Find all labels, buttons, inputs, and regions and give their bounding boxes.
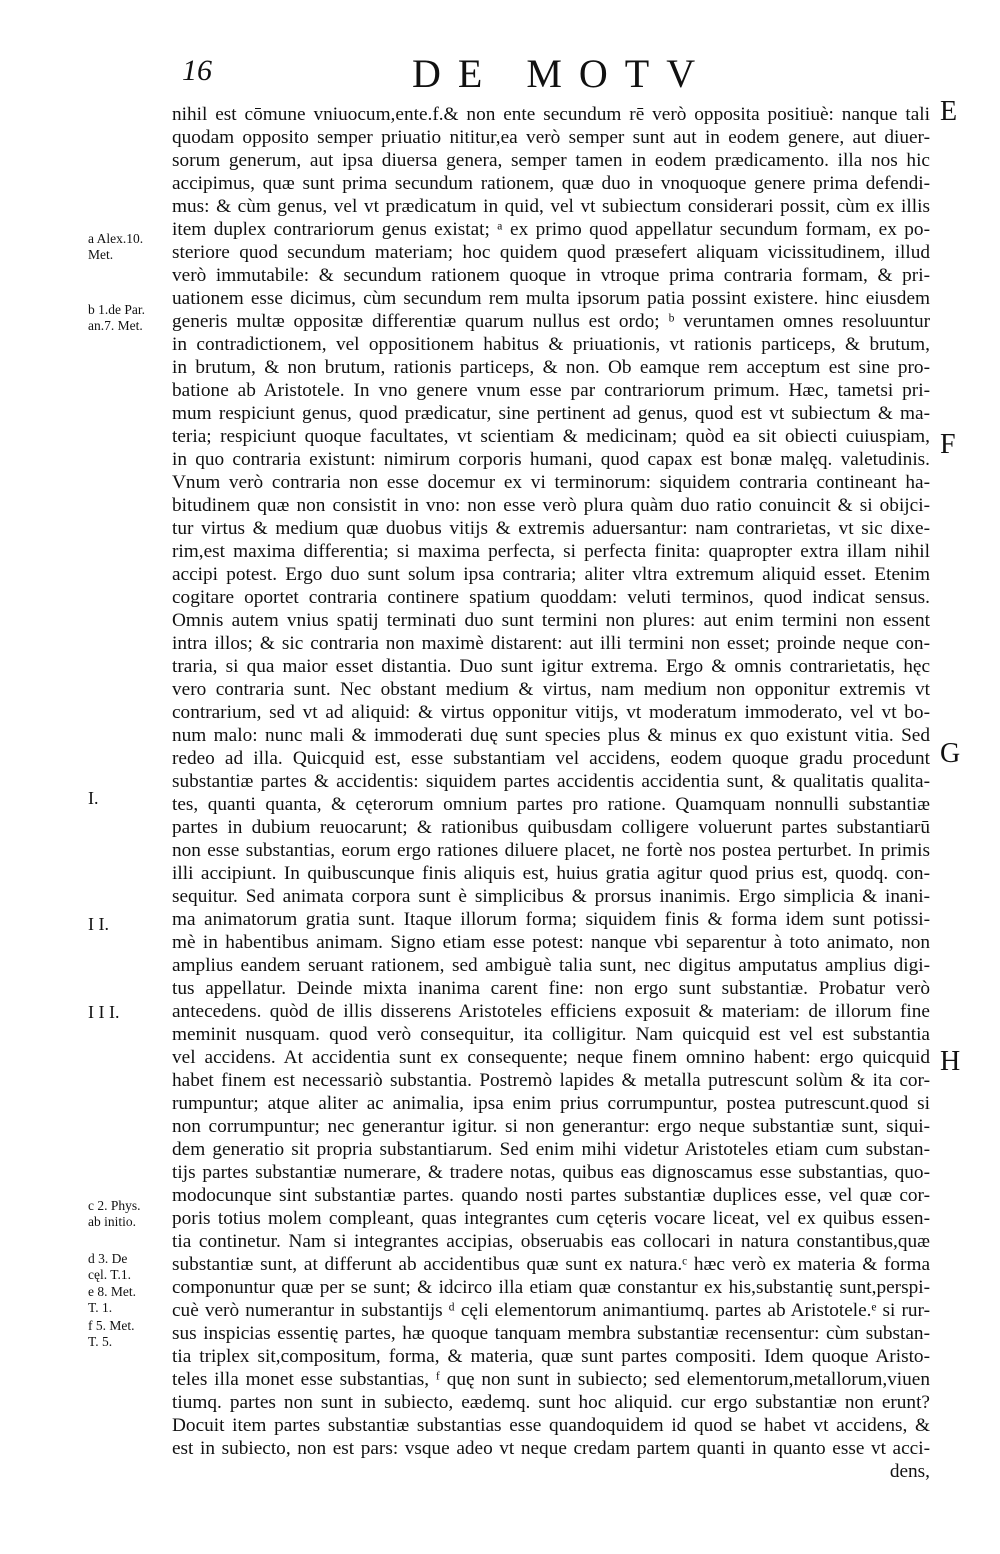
text-line: Docuit item partes substantiæ substantias esse quandoquidem id quod se habet vt accidens, & — [172, 1415, 930, 1436]
text-line: modocunque sint substantiæ partes. quando nosti partes substantiæ duplices esse, vel quæ cor- — [172, 1185, 930, 1206]
marginal-note: a Alex.10. Met. — [88, 231, 144, 262]
text-line: poris totius molem compleant, quas integrantes cum cęteris vocare liceat, vel ex quibus essen- — [172, 1208, 930, 1229]
text-line: quodam opposito semper priuatio nititur,ea verò semper sunt aut in eodem genere, aut diuer- — [172, 127, 930, 148]
argument-number: I I. — [88, 914, 109, 934]
text-line: tia continetur. Nam si integrantes accipias, obseruabis eas collocari in natura constantibus,quæ — [172, 1231, 930, 1252]
text-line: meminit nusquam. quod verò consequitur, ita colligitur. Nam quicquid est vel est substantia — [172, 1024, 930, 1045]
text-line: est in subiecto, non est pars: vsque adeo vt neque credam partem quanti in quanto esse vt acci- — [172, 1438, 930, 1459]
marginal-note: f 5. Met. T. 5. — [88, 1318, 135, 1349]
text-line: bitudinem quæ non consistit in vno: non esse verò plura quàm duo ratio conuincit & si obijci- — [172, 495, 930, 516]
main-text-column — [172, 103, 930, 1483]
text-line: item duplex contrariorum genus existat; ᵃ ex primo quod appellatur secundum formam, ex po- — [172, 219, 930, 240]
text-line: vel accidens. At accidentia sunt ex consequente; neque finem omnino habent: ergo quicquid — [172, 1047, 930, 1068]
text-line: habet finem est necessariò substantia. Postremò lapides & metalla putrescunt solùm & ita cor- — [172, 1070, 930, 1091]
running-header — [0, 46, 1000, 96]
marginal-note: b 1.de Par. an.7. Met. — [88, 302, 145, 333]
text-line: tiumq. partes non sunt in subiecto, eædemq. sunt hoc aliquid. cur ergo substantiæ non erunt? — [172, 1392, 930, 1413]
marginal-note: d 3. De cęl. T.1. — [88, 1251, 131, 1282]
text-line: in quo contraria existunt: nimirum corporis humani, quod capax est bonæ malęq. valetudinis. — [172, 449, 930, 470]
section-letter: E — [940, 96, 958, 127]
text-line: intra illos; & sic contraria non maximè distarent: aut illi termini non esset; proinde neque con- — [172, 633, 930, 654]
text-line: substantiæ partes & accidentis: siquidem partes accidentis accidentia sunt, & qualitatis qualita- — [172, 771, 930, 792]
text-line: cuè verò numerantur in substantijs ᵈ cęli elementorum animantiumq. partes ab Aristotele.ᵉ si rur- — [172, 1300, 930, 1321]
text-line: batione ab Aristotele. In vno genere vnum esse par contrariorum primum. Hæc, tametsi pri- — [172, 380, 930, 401]
text-line: num malo: nunc mali & immoderati duę sunt species plus & minus ex quo existunt vitia. Sed — [172, 725, 930, 746]
text-line: tus appellatur. Deinde mixta inanima carent fine: non ergo sunt substantiæ. Probatur verò — [172, 978, 930, 999]
text-line: rim,est maxima differentia; si maxima perfecta, si perfecta finita: quapropter extra illam nihil — [172, 541, 930, 562]
text-line: traria, si qua maior esset distantia. Duo sunt igitur extrema. Ergo & omnis contrarietatis, hęc — [172, 656, 930, 677]
text-line: partes in dubium reuocarunt; & rationibus quibusdam colligere voluerunt partes substantiarū — [172, 817, 930, 838]
section-letter: F — [940, 429, 956, 460]
text-line: sorum generum, aut ipsa diuersa genera, semper tamen in eodem prædicamento. illa nos hic — [172, 150, 930, 171]
section-letter: H — [940, 1046, 961, 1077]
text-line: teles illa monet esse substantias, ᶠ quę non sunt in subiecto; sed elementorum,metallorum,viuen — [172, 1369, 930, 1390]
text-line: accipimus, quæ sunt prima secundum rationem, quæ duo in vnoquoque genere prima defendi- — [172, 173, 930, 194]
text-line: rumpuntur; atque aliter ac animalia, ipsa enim prius corrumpuntur, postea putrescunt.quod si — [172, 1093, 930, 1114]
text-line: steriore quod secundum materiam; hoc quidem quod præsefert aliquam vicissitudinem, illud — [172, 242, 930, 263]
text-line: antecedens. quòd de illis disserens Aristoteles efficiens exposuit & materiam: de illorum fine — [172, 1001, 930, 1022]
text-line: redeo ad illa. Quicquid est, esse substantiam vel accidens, eodem quoque gradu procedunt — [172, 748, 930, 769]
text-line: in brutum, & non brutum, rationis particeps, & non. Ob eamque rem acceptum est sine pro- — [172, 357, 930, 378]
text-line: componuntur quæ per se sunt; & idcirco illa etiam quæ constantur ex his,substantię sunt,perspi- — [172, 1277, 930, 1298]
text-line: tur virtus & medium quæ duobus vitijs & extremis aduersantur: nam contrarietas, vt sic dixe- — [172, 518, 930, 539]
text-line: tes, quanti quanta, & cęterorum omnium partes pro ratione. Quamquam nonnulli substantiæ — [172, 794, 930, 815]
section-letter: G — [940, 738, 961, 769]
text-line: sus inspicias essentię partes, hæ quoque tanquam membra substantiæ recensentur: cùm substan- — [172, 1323, 930, 1344]
argument-number: I. — [88, 788, 99, 808]
text-line: accipi potest. Ergo duo sunt solum ipsa contraria; aliter vltra extremum aliquid esset. Etenim — [172, 564, 930, 585]
text-line: verò immutabile: & secundum rationem quoque in vtroque prima contraria formam, & pri- — [172, 265, 930, 286]
argument-number: I I I. — [88, 1002, 120, 1022]
text-line: sequitur. Sed animata corpora sunt è simplicibus & prorsus inanimis. Ergo simplicia & inani- — [172, 886, 930, 907]
text-line: nihil est cōmune vniuocum,ente.f.& non ente secundum rē verò opposita positiuè: nanque tali — [172, 104, 930, 125]
text-line: tia triplex sit,compositum, forma, & materia, quæ sunt partes compositi. Idem quoque Aristo- — [172, 1346, 930, 1367]
running-title: DE MOTV — [412, 51, 713, 96]
text-line: mè in habentibus animam. Signo etiam esse potest: nanque vbi separentur à toto animato, non — [172, 932, 930, 953]
text-line: in contradictionem, vel oppositionem habitus & priuationis, vt rationis particeps, & brutum, — [172, 334, 930, 355]
text-line: teria; respiciunt quoque facultates, vt scientiam & medicinam; quòd ea sit obiecti cuiuspiam, — [172, 426, 930, 447]
text-line: mum respiciunt genus, quod prædicatur, sine pertinent ad genus, quod est vt subiectum & ma- — [172, 403, 930, 424]
text-line: Vnum verò contraria non esse docemur ex vi terminorum: siquidem contraria contineant ha- — [172, 472, 930, 493]
marginal-note: e 8. Met. T. 1. — [88, 1284, 136, 1315]
text-line: cogitare oportet contraria continere spatium quoddam: veluti terminos, quod indicat sensus. — [172, 587, 930, 608]
text-line: dens, — [889, 1461, 930, 1482]
text-line: vero contraria sunt. Nec obstant medium & virtus, nam medium non opponitur extremis vt — [172, 679, 930, 700]
text-line: Omnis autem vnius spatij terminati duo sunt termini non plures: aut enim termini non essent — [172, 610, 930, 631]
text-line: uationem esse dicimus, cùm secundum rem multa ipsorum patia possint existere. hinc eiusdem — [172, 288, 930, 309]
text-line: substantiæ sunt, at differunt ab accidentibus quæ sunt ex natura.ᶜ hæc verò ex materia & forma — [172, 1254, 930, 1275]
text-line: dem generatio sit propria substantiarum. Sed enim mihi videtur Aristoteles etiam cum substan- — [172, 1139, 930, 1160]
text-line: tijs partes substantiæ numerare, & tradere notas, quibus eas dignoscamus esse substantias, quo- — [172, 1162, 930, 1183]
text-line: amplius eandem seruant rationem, sed ambiguè talia sunt, nec digitus amputatus amplius digi- — [172, 955, 930, 976]
text-line: non corrumpuntur; nec generantur igitur. si non generantur: ergo neque substantiæ sunt, siqui- — [172, 1116, 930, 1137]
text-line: generis multæ oppositæ differentiæ quarum nullus est ordo; ᵇ veruntamen omnes resoluuntur — [172, 311, 930, 332]
text-line: contrarium, sed vt ad aliquid: & virtus opponitur vitijs, vt moderatum immoderato, vel vt bo- — [172, 702, 930, 723]
text-line: mus: & cùm genus, vel vt prædicatum in quid, vel vt subiectum considerari possit, cùm ex illis — [172, 196, 930, 217]
text-line: illi accipiunt. In quibuscunque finis aliquis est, huius gratia agitur quod prius est, quodq. con- — [172, 863, 930, 884]
marginal-note: c 2. Phys. ab initio. — [88, 1198, 141, 1229]
page-number: 16 — [182, 54, 212, 87]
text-line: non esse substantias, eorum ergo rationes diluere placet, ne fortè nos postea perturbet. In primis — [172, 840, 930, 861]
text-line: ma animatorum gratia sunt. Itaque illorum forma; siquidem finis & forma idem sunt potissi- — [172, 909, 930, 930]
